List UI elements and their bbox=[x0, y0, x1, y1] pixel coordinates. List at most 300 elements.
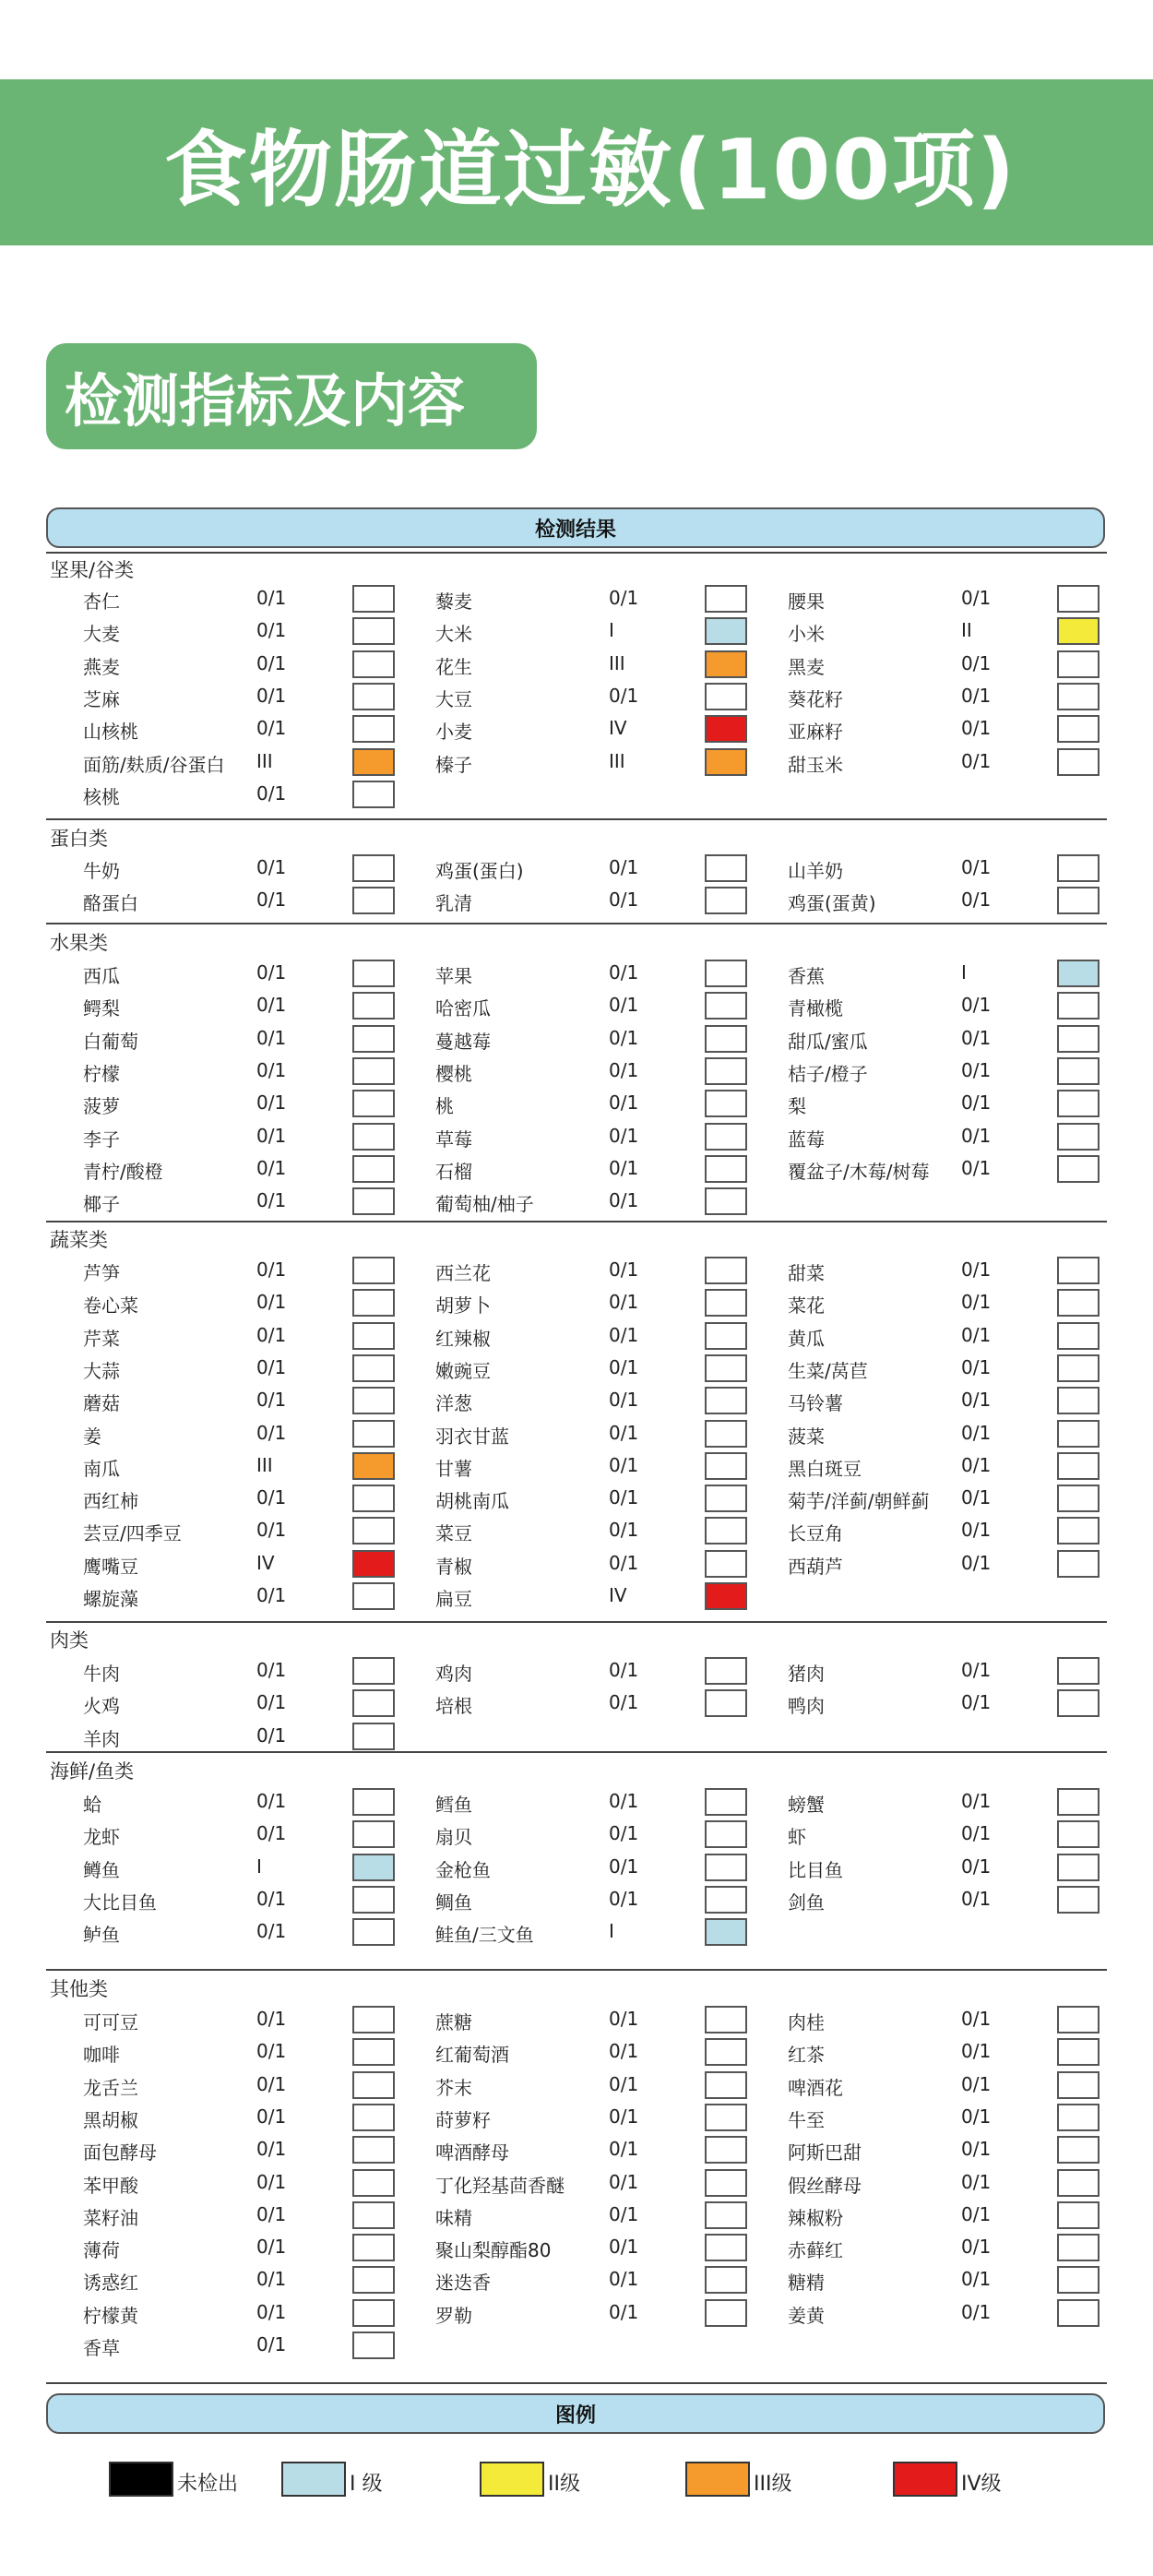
item-name: 螺旋藻 bbox=[83, 1588, 138, 1610]
item-name: 辣椒粉 bbox=[788, 2206, 843, 2229]
item-name: 草莓 bbox=[435, 1127, 472, 1151]
item-grade: 0/1 bbox=[256, 1790, 287, 1812]
item-name: 李子 bbox=[83, 1127, 120, 1151]
item-grade: 0/1 bbox=[961, 2105, 992, 2128]
item-grade: II bbox=[961, 619, 972, 642]
result-color-box bbox=[352, 2299, 395, 2327]
result-item bbox=[788, 1786, 1120, 1819]
result-color-box bbox=[1057, 2071, 1100, 2099]
item-grade: 0/1 bbox=[961, 2072, 992, 2095]
item-grade: 0/1 bbox=[609, 856, 639, 878]
result-color-box bbox=[352, 1485, 395, 1512]
result-item bbox=[83, 1055, 415, 1088]
item-grade: 0/1 bbox=[256, 1323, 287, 1346]
item-grade: 0/1 bbox=[961, 1519, 992, 1542]
result-color-box bbox=[705, 715, 747, 743]
result-color-box bbox=[1057, 1123, 1100, 1151]
result-item bbox=[435, 885, 767, 917]
item-grade: 0/1 bbox=[609, 1291, 639, 1314]
item-name: 山羊奶 bbox=[788, 860, 843, 882]
item-name: 葡萄柚/柚子 bbox=[435, 1193, 534, 1216]
item-name: 芝麻 bbox=[83, 687, 120, 710]
legend-label: 未检出 bbox=[177, 2473, 239, 2496]
result-item bbox=[788, 1023, 1120, 1055]
item-grade: 0/1 bbox=[961, 1887, 992, 1910]
item-grade: 0/1 bbox=[961, 1258, 992, 1281]
result-item bbox=[788, 649, 1120, 681]
item-grade: 0/1 bbox=[961, 717, 992, 740]
item-name: 大比目鱼 bbox=[83, 1890, 157, 1914]
result-color-box bbox=[705, 617, 747, 645]
result-item bbox=[788, 2297, 1120, 2330]
result-color-box bbox=[705, 2006, 747, 2033]
result-color-box bbox=[352, 1788, 395, 1816]
result-color-box bbox=[352, 683, 395, 710]
result-item bbox=[435, 1884, 767, 1916]
item-name: 龙虾 bbox=[83, 1826, 120, 1849]
result-item bbox=[788, 2004, 1120, 2036]
item-name: 大米 bbox=[435, 623, 472, 646]
item-grade: 0/1 bbox=[256, 2268, 287, 2291]
result-item bbox=[83, 1884, 415, 1916]
result-color-box bbox=[1057, 1387, 1100, 1414]
result-item bbox=[435, 1655, 767, 1688]
result-item bbox=[83, 1688, 415, 1720]
result-item bbox=[788, 1819, 1120, 1851]
item-grade: 0/1 bbox=[256, 1486, 287, 1509]
result-item bbox=[435, 1819, 767, 1851]
item-grade: 0/1 bbox=[256, 2170, 287, 2193]
result-color-box bbox=[352, 2038, 395, 2066]
item-grade: 0/1 bbox=[961, 1551, 992, 1574]
result-color-box bbox=[1057, 1090, 1100, 1117]
item-grade: 0/1 bbox=[961, 1822, 992, 1845]
result-item bbox=[788, 2167, 1120, 2200]
result-item bbox=[83, 885, 415, 917]
item-name: 长豆角 bbox=[788, 1522, 843, 1545]
item-grade: 0/1 bbox=[256, 1091, 287, 1115]
item-name: 火鸡 bbox=[83, 1695, 120, 1718]
item-grade: 0/1 bbox=[961, 587, 992, 609]
item-name: 芹菜 bbox=[83, 1327, 120, 1350]
item-grade: 0/1 bbox=[609, 1659, 639, 1681]
result-color-box bbox=[352, 1452, 395, 1480]
result-item bbox=[83, 2297, 415, 2330]
item-name: 扇贝 bbox=[435, 1826, 472, 1849]
item-grade: III bbox=[256, 1453, 273, 1476]
result-item bbox=[788, 2069, 1120, 2102]
item-grade: 0/1 bbox=[256, 1920, 287, 1943]
item-grade: 0/1 bbox=[961, 2170, 992, 2193]
item-grade: 0/1 bbox=[961, 1323, 992, 1346]
item-name: 白葡萄 bbox=[83, 1030, 138, 1053]
result-color-box bbox=[352, 854, 395, 882]
item-name: 鳕鱼 bbox=[435, 1794, 472, 1816]
result-item bbox=[83, 2102, 415, 2134]
result-color-box bbox=[352, 2266, 395, 2294]
result-color-box bbox=[352, 2332, 395, 2359]
item-name: 芥末 bbox=[435, 2076, 472, 2099]
item-grade: 0/1 bbox=[609, 587, 639, 609]
item-name: 山核桃 bbox=[83, 721, 138, 744]
item-name: 乳清 bbox=[435, 892, 472, 915]
result-item bbox=[435, 1385, 767, 1417]
result-color-box bbox=[352, 1155, 395, 1183]
item-name: 莳萝籽 bbox=[435, 2108, 491, 2131]
result-item bbox=[788, 958, 1120, 990]
item-grade: 0/1 bbox=[256, 2236, 287, 2259]
item-grade: 0/1 bbox=[256, 1887, 287, 1910]
result-color-box bbox=[1057, 1420, 1100, 1448]
result-item bbox=[788, 1385, 1120, 1417]
result-item bbox=[788, 1055, 1120, 1088]
item-grade: 0/1 bbox=[256, 1026, 287, 1049]
item-name: 柠檬黄 bbox=[83, 2304, 138, 2327]
item-grade: 0/1 bbox=[609, 2105, 639, 2128]
result-color-box bbox=[705, 1420, 747, 1448]
result-item bbox=[788, 2134, 1120, 2166]
result-color-box bbox=[1057, 2234, 1100, 2261]
result-item bbox=[83, 2330, 415, 2362]
item-grade: 0/1 bbox=[256, 1389, 287, 1412]
item-name: 虾 bbox=[788, 1826, 806, 1849]
result-color-box bbox=[705, 1354, 747, 1382]
result-item bbox=[83, 746, 415, 779]
result-item bbox=[83, 615, 415, 648]
item-name: 洋葱 bbox=[435, 1392, 472, 1415]
result-color-box bbox=[705, 887, 747, 914]
item-grade: 0/1 bbox=[961, 1659, 992, 1681]
item-name: 蓝莓 bbox=[788, 1127, 825, 1151]
item-grade: III bbox=[256, 749, 273, 772]
item-grade: 0/1 bbox=[256, 781, 287, 805]
result-item bbox=[435, 1153, 767, 1186]
result-color-box bbox=[352, 1025, 395, 1053]
result-color-box bbox=[352, 1689, 395, 1717]
result-item bbox=[435, 2134, 767, 2166]
result-color-box bbox=[352, 2071, 395, 2099]
result-color-box bbox=[705, 1788, 747, 1816]
item-grade: 0/1 bbox=[609, 1854, 639, 1878]
result-item bbox=[788, 2102, 1120, 2134]
item-name: 鸡蛋(蛋黄) bbox=[788, 892, 876, 915]
item-grade: 0/1 bbox=[256, 2072, 287, 2095]
item-grade: 0/1 bbox=[256, 856, 287, 878]
item-grade: 0/1 bbox=[256, 1124, 287, 1147]
result-color-box bbox=[705, 1090, 747, 1117]
result-item bbox=[83, 1088, 415, 1120]
section-heading: 检测指标及内容 bbox=[46, 343, 537, 449]
item-grade: 0/1 bbox=[961, 1156, 992, 1179]
legend-label: III级 bbox=[754, 2473, 792, 2496]
item-name: 马铃薯 bbox=[788, 1392, 843, 1415]
item-grade: 0/1 bbox=[256, 1258, 287, 1281]
result-color-box bbox=[352, 1886, 395, 1914]
result-item bbox=[83, 1483, 415, 1515]
item-grade: 0/1 bbox=[961, 2236, 992, 2259]
result-color-box bbox=[1057, 1657, 1100, 1685]
item-grade: 0/1 bbox=[609, 2040, 639, 2063]
result-color-box bbox=[1057, 1354, 1100, 1382]
item-name: 蔓越莓 bbox=[435, 1030, 491, 1053]
result-color-box bbox=[352, 1420, 395, 1448]
result-color-box bbox=[1057, 1452, 1100, 1480]
result-item bbox=[435, 681, 767, 713]
section-divider bbox=[46, 1969, 1107, 1971]
item-grade: 0/1 bbox=[256, 1519, 287, 1542]
item-grade: 0/1 bbox=[961, 1355, 992, 1378]
item-grade: 0/1 bbox=[609, 1189, 639, 1212]
result-item bbox=[83, 1819, 415, 1851]
item-grade: 0/1 bbox=[961, 651, 992, 674]
item-name: 菜花 bbox=[788, 1294, 825, 1318]
item-name: 苹果 bbox=[435, 965, 472, 987]
item-name: 羊肉 bbox=[83, 1727, 120, 1750]
result-item bbox=[788, 713, 1120, 745]
result-color-box bbox=[352, 960, 395, 987]
item-grade: 0/1 bbox=[256, 1723, 287, 1747]
section-title: 其他类 bbox=[50, 1978, 108, 2000]
item-name: 螃蟹 bbox=[788, 1794, 825, 1816]
result-color-box bbox=[352, 1187, 395, 1215]
result-item bbox=[788, 1287, 1120, 1319]
result-item bbox=[83, 1153, 415, 1186]
item-name: 面包酵母 bbox=[83, 2141, 157, 2165]
item-grade: 0/1 bbox=[961, 2202, 992, 2225]
result-color-box bbox=[1057, 1485, 1100, 1512]
result-item bbox=[83, 1721, 415, 1753]
result-color-box bbox=[1057, 1155, 1100, 1183]
item-grade: 0/1 bbox=[609, 2268, 639, 2291]
item-name: 菠萝 bbox=[83, 1095, 120, 1118]
result-color-box bbox=[705, 2299, 747, 2327]
result-color-box bbox=[1057, 2169, 1100, 2197]
result-item bbox=[788, 1450, 1120, 1483]
item-grade: 0/1 bbox=[961, 684, 992, 707]
item-grade: 0/1 bbox=[609, 1822, 639, 1845]
result-color-box bbox=[705, 992, 747, 1020]
item-name: 香草 bbox=[83, 2337, 120, 2359]
result-color-box bbox=[1057, 2266, 1100, 2294]
item-name: 藜麦 bbox=[435, 590, 472, 613]
item-grade: 0/1 bbox=[609, 1026, 639, 1049]
result-color-box bbox=[352, 1387, 395, 1414]
result-color-box bbox=[705, 2104, 747, 2131]
result-item bbox=[83, 1255, 415, 1287]
item-name: 丁化羟基茴香醚 bbox=[435, 2174, 565, 2197]
section-divider bbox=[46, 923, 1107, 924]
item-name: 红辣椒 bbox=[435, 1327, 491, 1350]
item-name: 蘑菇 bbox=[83, 1392, 120, 1415]
result-item bbox=[83, 1548, 415, 1580]
item-name: 味精 bbox=[435, 2206, 472, 2229]
item-grade: 0/1 bbox=[256, 1058, 287, 1081]
result-item bbox=[788, 1153, 1120, 1186]
result-color-box bbox=[1057, 887, 1100, 914]
result-color-box bbox=[705, 1187, 747, 1215]
result-item bbox=[83, 1515, 415, 1547]
item-name: 甜玉米 bbox=[788, 753, 843, 776]
legend-label: IV级 bbox=[961, 2473, 1002, 2496]
item-name: 杏仁 bbox=[83, 590, 120, 613]
section-title: 蛋白类 bbox=[50, 828, 108, 850]
item-grade: 0/1 bbox=[609, 1355, 639, 1378]
result-color-box bbox=[1057, 854, 1100, 882]
result-color-box bbox=[705, 1387, 747, 1414]
item-name: 樱桃 bbox=[435, 1062, 472, 1085]
item-grade: I bbox=[609, 1920, 614, 1943]
item-name: 假丝酵母 bbox=[788, 2174, 862, 2197]
legend-swatch bbox=[480, 2462, 544, 2497]
item-name: 比目鱼 bbox=[788, 1858, 843, 1881]
item-grade: 0/1 bbox=[961, 1058, 992, 1081]
item-grade: 0/1 bbox=[256, 1189, 287, 1212]
item-grade: 0/1 bbox=[961, 1486, 992, 1509]
item-grade: 0/1 bbox=[961, 2268, 992, 2291]
result-item bbox=[788, 1483, 1120, 1515]
item-name: 肉桂 bbox=[788, 2011, 825, 2033]
result-color-box bbox=[352, 748, 395, 776]
result-item bbox=[435, 1548, 767, 1580]
item-grade: IV bbox=[256, 1551, 275, 1574]
item-grade: 0/1 bbox=[256, 2202, 287, 2225]
item-grade: 0/1 bbox=[256, 2040, 287, 2063]
result-item bbox=[788, 583, 1120, 615]
item-grade: 0/1 bbox=[256, 994, 287, 1017]
item-name: 榛子 bbox=[435, 753, 472, 776]
item-name: 生菜/莴苣 bbox=[788, 1359, 868, 1382]
legend-swatch bbox=[685, 2462, 750, 2497]
item-name: 酪蛋白 bbox=[83, 892, 138, 915]
item-grade: 0/1 bbox=[256, 717, 287, 740]
item-name: 西兰花 bbox=[435, 1262, 491, 1284]
item-grade: 0/1 bbox=[609, 888, 639, 912]
result-color-box bbox=[352, 1918, 395, 1946]
item-grade: 0/1 bbox=[961, 1453, 992, 1476]
item-name: 牛至 bbox=[788, 2108, 825, 2131]
item-name: 南瓜 bbox=[83, 1457, 120, 1480]
item-grade: 0/1 bbox=[609, 1486, 639, 1509]
item-grade: 0/1 bbox=[961, 1389, 992, 1412]
result-color-box bbox=[705, 1820, 747, 1848]
item-name: 鸡蛋(蛋白) bbox=[435, 860, 524, 882]
item-name: 扁豆 bbox=[435, 1588, 472, 1610]
result-color-box bbox=[705, 1257, 747, 1284]
item-name: 蛤 bbox=[83, 1794, 101, 1816]
result-color-box bbox=[352, 1517, 395, 1544]
item-grade: 0/1 bbox=[609, 2008, 639, 2030]
item-name: 小米 bbox=[788, 623, 825, 646]
item-name: 甜瓜/蜜瓜 bbox=[788, 1030, 868, 1053]
item-grade: IV bbox=[609, 1584, 627, 1606]
item-grade: 0/1 bbox=[609, 961, 639, 984]
result-item bbox=[435, 1320, 767, 1353]
result-item bbox=[83, 853, 415, 885]
item-name: 牛奶 bbox=[83, 860, 120, 882]
item-grade: 0/1 bbox=[256, 2008, 287, 2030]
item-name: 诱惑红 bbox=[83, 2272, 138, 2295]
result-color-box bbox=[1057, 683, 1100, 710]
result-color-box bbox=[705, 1657, 747, 1685]
item-name: 腰果 bbox=[788, 590, 825, 613]
page-title: 食物肠道过敏(100项) bbox=[163, 122, 1017, 219]
section-divider bbox=[46, 1751, 1107, 1753]
item-name: 西红柿 bbox=[83, 1490, 138, 1513]
result-color-box bbox=[1057, 2299, 1100, 2327]
item-name: 牛肉 bbox=[83, 1663, 120, 1685]
result-item bbox=[83, 2036, 415, 2069]
title-banner bbox=[0, 79, 1153, 245]
item-grade: 0/1 bbox=[256, 684, 287, 707]
result-color-box bbox=[705, 2136, 747, 2164]
result-item bbox=[83, 1852, 415, 1884]
item-grade: 0/1 bbox=[961, 1691, 992, 1714]
result-color-box bbox=[1057, 617, 1100, 645]
result-color-box bbox=[1057, 960, 1100, 987]
result-item bbox=[83, 1655, 415, 1688]
result-item bbox=[435, 583, 767, 615]
result-item bbox=[435, 1483, 767, 1515]
result-item bbox=[83, 1418, 415, 1450]
item-grade: 0/1 bbox=[609, 1124, 639, 1147]
result-color-box bbox=[1057, 1886, 1100, 1914]
item-name: 青椒 bbox=[435, 1555, 472, 1578]
item-name: 糖精 bbox=[788, 2272, 825, 2295]
legend-label: II级 bbox=[548, 2473, 580, 2496]
item-grade: 0/1 bbox=[609, 684, 639, 707]
result-item bbox=[788, 1852, 1120, 1884]
result-color-box bbox=[705, 748, 747, 776]
item-grade: 0/1 bbox=[961, 1790, 992, 1812]
item-name: 薄荷 bbox=[83, 2239, 120, 2262]
result-color-box bbox=[705, 1485, 747, 1512]
result-color-box bbox=[1057, 2136, 1100, 2164]
result-item bbox=[435, 1688, 767, 1720]
item-grade: 0/1 bbox=[609, 1691, 639, 1714]
item-grade: 0/1 bbox=[609, 1156, 639, 1179]
result-color-box bbox=[705, 1886, 747, 1914]
result-item bbox=[788, 990, 1120, 1022]
item-name: 卷心菜 bbox=[83, 1294, 138, 1318]
result-color-box bbox=[1057, 2038, 1100, 2066]
result-color-box bbox=[1057, 1854, 1100, 1881]
item-name: 猪肉 bbox=[788, 1663, 825, 1685]
result-item bbox=[788, 1353, 1120, 1385]
result-item bbox=[83, 2134, 415, 2166]
item-grade: 0/1 bbox=[609, 1258, 639, 1281]
result-color-box bbox=[1057, 2104, 1100, 2131]
item-grade: 0/1 bbox=[256, 1156, 287, 1179]
result-item bbox=[83, 1353, 415, 1385]
result-item bbox=[788, 1418, 1120, 1450]
result-item bbox=[83, 583, 415, 615]
item-name: 蔗糖 bbox=[435, 2011, 472, 2033]
result-color-box bbox=[705, 2201, 747, 2229]
item-grade: 0/1 bbox=[961, 2138, 992, 2161]
result-color-box bbox=[705, 1123, 747, 1151]
item-grade: 0/1 bbox=[256, 1355, 287, 1378]
result-color-box bbox=[705, 1057, 747, 1085]
item-name: 鸡肉 bbox=[435, 1663, 472, 1685]
legend-swatch bbox=[109, 2462, 173, 2497]
item-name: 面筋/麸质/谷蛋白 bbox=[83, 753, 225, 776]
item-grade: 0/1 bbox=[609, 1421, 639, 1444]
item-name: 石榴 bbox=[435, 1160, 472, 1183]
result-item bbox=[83, 1786, 415, 1819]
result-item bbox=[83, 2004, 415, 2036]
item-name: 核桃 bbox=[83, 785, 120, 808]
item-grade: 0/1 bbox=[256, 587, 287, 609]
